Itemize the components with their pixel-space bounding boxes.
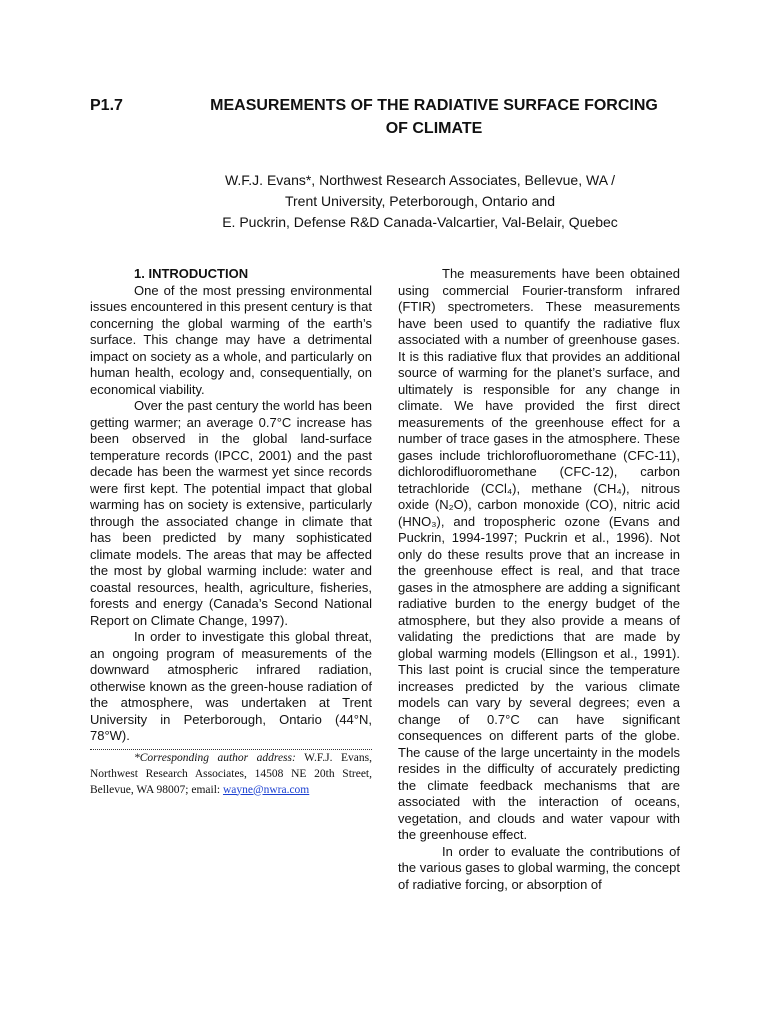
paper-title-line2: OF CLIMATE: [385, 120, 483, 137]
intro-paragraph-3: In order to investigate this global threat, an ongoing program of measurements of the downward atmospheric infrared radiation, otherwise known as the green-house radiation of the atmosphere, was undertaken at Trent University in Peterborough, Ontario (44°N, 78°W).: [90, 629, 372, 743]
left-column: [90, 266, 372, 798]
footnote-label: *Corresponding author address:: [134, 751, 296, 764]
author-line1: W.F.J. Evans*, Northwest Research Associates, Bellevue, WA /: [224, 172, 616, 188]
author-line3: E. Puckrin, Defense R&D Canada-Valcartier, Val-Belair, Quebec: [222, 214, 618, 230]
body-paragraph-2: In order to evaluate the contributions of the various gases to global warming, the concept of radiative forcing, or absorption of: [398, 843, 680, 892]
intro-paragraph-1: One of the most pressing environmental issues encountered in this present century is that concerning the global warming of the earth’s surface. This change may have a detrimental impact on society as a whole, and particularly on human health, ecology and, consequentially, on economical viability.: [90, 282, 372, 397]
paper-number: P1.7: [90, 97, 123, 114]
body-paragraph-1: The measurements have been obtained using commercial Fourier-transform infrared (FTIR) spectrometers. These measurements have been used to quantify the radiative flux associated with a number of greenhouse gases. It is this radiative flux that provides an additional source of warming for the planet’s surface, and ultimately is responsible for any change in climate. We have provided the first direct measurements of the greenhouse effect for a number of trace gases in the atmosphere. These gases include trichlorofluoromethane (CFC-11), dichlorodifluoromethane (CFC-12), carbon tetrachloride (CCl₄), methane (CH₄), nitrous oxide (N₂O), carbon monoxide (CO), nitric acid (HNO₃), and tropospheric ozone (Evans and Puckrin, 1994-1997; Puckrin et al., 1996). Not only do these results prove that an increase in the greenhouse effect is real, and that trace gases in the atmosphere are adding a significant radiative burden to the energy budget of the atmosphere, but they also provide a means of validating the predictions that are made by global warming models (Ellingson et al., 1991). This last point is crucial since the temperature increases predicted by the various climate models can vary by several degrees; even a change of 0.7°C can have significant consequences on different parts of the globe. The cause of the large uncertainty in the models resides in the difficulty of accurately predicting the climate feedback mechanisms that are associated with the interaction of oceans, vegetation, and clouds and water vapour with the greenhouse effect.: [398, 266, 680, 842]
intro-paragraph-2: Over the past century the world has been getting warmer; an average 0.7°C increase has been observed in the global land-surface temperature records (IPCC, 2001) and the past decade has been the warmest yet since records were first kept. The potential impact that global warming has on society is extensive, particularly through the associated change in climate that has been predicted by many sophisticated climate models. The areas that may be affected the most by global warming include: water and coastal resources, health, agriculture, fisheries, forests and energy (Canada’s Second National Report on Climate Change, 1997).: [90, 398, 372, 628]
section-heading: 1. INTRODUCTION: [134, 266, 249, 281]
author-block: [190, 170, 650, 233]
right-column: [398, 266, 680, 893]
paper-title-line1: MEASUREMENTS OF THE RADIATIVE SURFACE FORCING: [210, 97, 658, 114]
author-line2: Trent University, Peterborough, Ontario and: [284, 193, 556, 209]
footnote: [90, 750, 372, 798]
footnote-text: W.F.J. Evans, Northwest Research Associates, 14508 NE 20th Street, Bellevue, WA 98007; email:: [90, 751, 372, 796]
paper-title: [184, 94, 684, 140]
footnote-email-link[interactable]: wayne@nwra.com: [222, 783, 310, 796]
